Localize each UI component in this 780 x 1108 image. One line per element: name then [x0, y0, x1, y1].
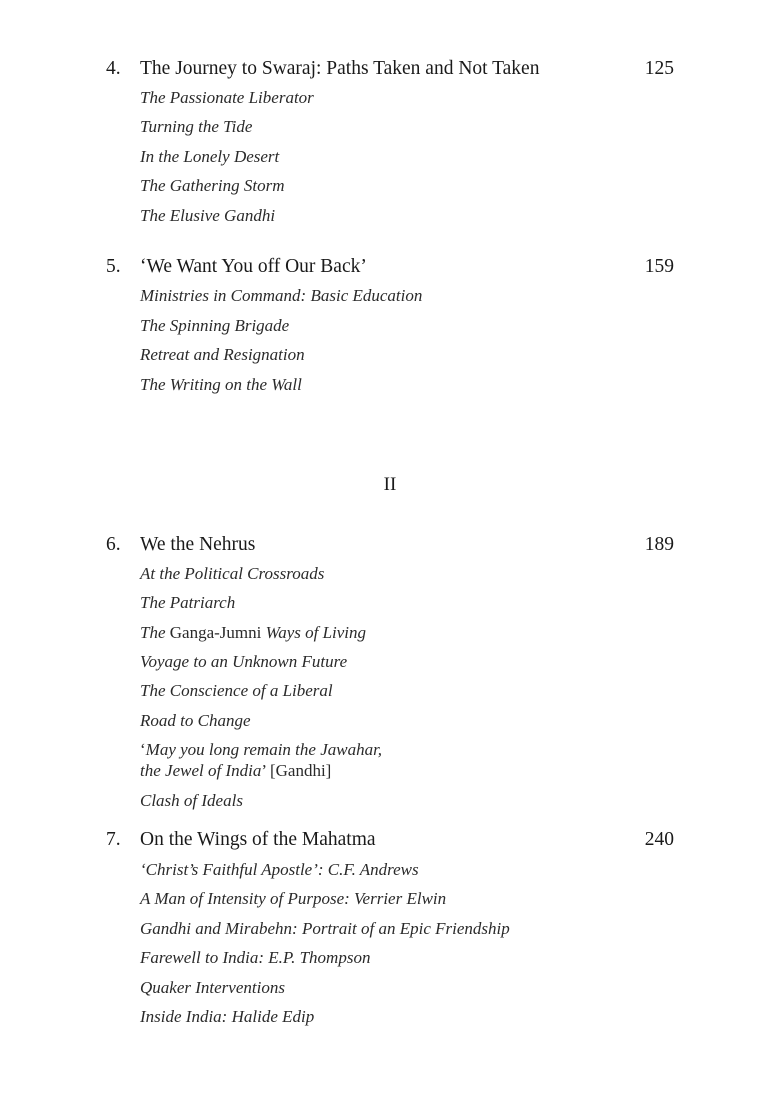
- chapter-page: 189: [644, 534, 674, 555]
- section-part: ’ [Gandhi]: [261, 761, 332, 780]
- section-item: [140, 622, 366, 644]
- part-heading: II: [383, 474, 397, 495]
- section-item: The Patriarch: [140, 593, 236, 612]
- chapter-number: 4.: [106, 58, 121, 79]
- section-item: Gandhi and Mirabehn: Portrait of an Epic Friendship: [140, 919, 510, 938]
- chapter-number: 6.: [106, 534, 121, 555]
- chapter-number: 7.: [106, 829, 121, 850]
- section-item: The Elusive Gandhi: [140, 206, 276, 225]
- section-item: Ministries in Command: Basic Education: [140, 286, 423, 305]
- chapter-page: 125: [644, 58, 674, 79]
- section-item: [140, 739, 382, 761]
- section-part: May you long remain the Jawahar,: [145, 740, 383, 759]
- section-item: The Writing on the Wall: [140, 375, 302, 394]
- section-item: At the Political Crossroads: [140, 564, 325, 583]
- section-item: Road to Change: [140, 711, 251, 730]
- chapter-number: 5.: [106, 256, 121, 277]
- section-part: the Jewel of India: [140, 761, 262, 780]
- section-item: The Conscience of a Liberal: [140, 681, 333, 700]
- section-part: Ways of Living: [265, 623, 367, 642]
- chapter-title: On the Wings of the Mahatma: [140, 829, 376, 850]
- chapter-title: We the Nehrus: [140, 534, 256, 555]
- section-part: Ganga-Jumni: [165, 623, 266, 642]
- section-item: ‘Christ’s Faithful Apostle’: C.F. Andrews: [140, 860, 419, 879]
- section-item: Retreat and Resignation: [140, 345, 305, 364]
- section-item: In the Lonely Desert: [140, 147, 280, 166]
- chapter-title: The Journey to Swaraj: Paths Taken and Not Taken: [140, 58, 540, 79]
- section-item: Turning the Tide: [140, 117, 253, 136]
- section-item: Farewell to India: E.P. Thompson: [140, 948, 371, 967]
- section-item: Inside India: Halide Edip: [140, 1007, 315, 1026]
- section-item: A Man of Intensity of Purpose: Verrier Elwin: [140, 889, 447, 908]
- section-item: The Spinning Brigade: [140, 316, 290, 335]
- chapter-title: ‘We Want You off Our Back’: [140, 256, 367, 277]
- section-part: The: [140, 623, 166, 642]
- section-item: Clash of Ideals: [140, 791, 243, 810]
- chapter-page: 159: [644, 256, 674, 277]
- section-item: Voyage to an Unknown Future: [140, 652, 348, 671]
- section-part: ‘: [140, 740, 146, 759]
- chapter-page: 240: [644, 829, 674, 850]
- section-item: [140, 760, 331, 782]
- section-item: Quaker Interventions: [140, 978, 285, 997]
- section-item: The Gathering Storm: [140, 176, 285, 195]
- section-item: The Passionate Liberator: [140, 88, 314, 107]
